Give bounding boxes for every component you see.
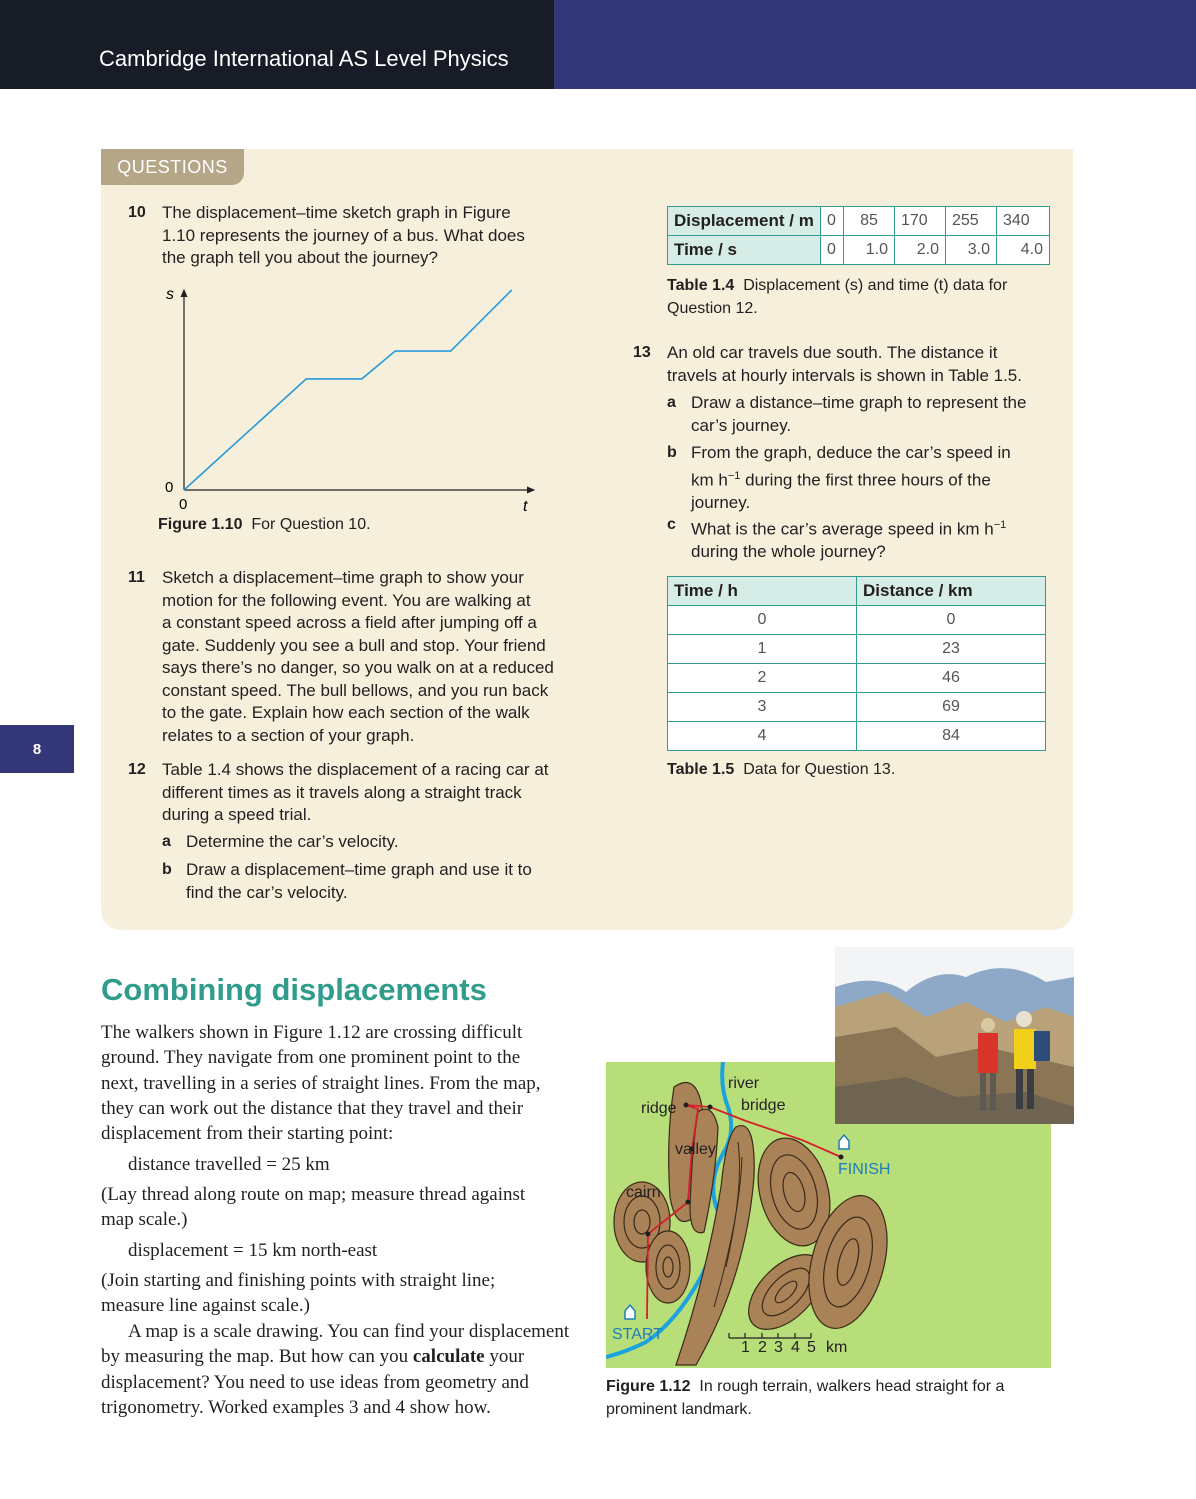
table-row: 1 23 [668,635,1046,664]
table-1-4-caption: Table 1.4 Displacement (s) and time (t) data for Question 12. [667,277,1008,317]
series-line [184,290,512,490]
question-11-text: Sketch a displacement–time graph to show your motion for the following event. You are walking at a constant speed across a field after jumping off a gate. Suddenly you see a bull and stop. Your friend says there’s no danger, so you walk on at a reduced constant speed. The bull bellows, and you run back to the gate. Explain how each section of the walk relates to a section of your graph. [162,568,554,745]
map-label-river: river [728,1075,760,1092]
page-number: 8 [0,725,74,773]
x-axis-label: t [523,498,528,515]
map-label-finish: FINISH [838,1161,891,1178]
scale-label: 2 [758,1339,767,1356]
questions-label: QUESTIONS [101,149,244,185]
map-label-valley: valley [675,1141,716,1158]
walkers-photo [835,947,1074,1124]
question-number: 10 [128,204,146,221]
table-row: 0 0 [668,606,1046,635]
table-row: Displacement / m 0 85 170 255 340 [668,207,1050,236]
table-row: 4 84 [668,722,1046,751]
paragraph-1: The walkers shown in Figure 1.12 are crossing difficult ground. They navigate from one prominent point to the next, travelling in a series of straight lines. From the map, they can work out the distance that they travel and their displacement from their starting point: [101,1022,541,1145]
part-label: b [667,444,677,461]
question-13c-text: What is the car’s average speed in km $h^{-1}$ during the whole journey? [691,519,1007,562]
map-label-cairn: cairn [626,1184,661,1201]
question-number: 13 [633,344,651,361]
table-1-5 [667,576,1046,751]
part-label: c [667,516,676,533]
table-1-5-caption: Table 1.5 Data for Question 13. [667,761,896,778]
x-origin-label: 0 [179,496,188,513]
question-10-text: The displacement–time sketch graph in Figure 1.10 represents the journey of a bus. What does the graph tell you about the journey? [162,203,525,267]
figure-1-10-caption: Figure 1.10 For Question 10. [158,516,371,533]
equation-distance: distance travelled = 25 km [128,1154,330,1175]
part-label: a [162,833,171,850]
y-axis-label: s [166,286,174,303]
scale-label: 3 [774,1339,783,1356]
table-row: 2 46 [668,664,1046,693]
paragraph-2: (Lay thread along route on map; measure thread against map scale.) [101,1184,526,1231]
figure-1-12-caption: Figure 1.12 In rough terrain, walkers head straight for a prominent landmark. [606,1378,1005,1418]
question-12-text: Table 1.4 shows the displacement of a racing car at different times as it travels along a straight track during a speed trial. [162,760,549,824]
question-13a-text: Draw a distance–time graph to represent the car’s journey. [691,393,1027,435]
part-label: a [667,394,676,411]
question-13b-text: From the graph, deduce the car’s speed in km $h^{-1}$ during the first three hours of the journey. [691,443,1011,512]
equation-displacement: displacement = 15 km north-east [128,1240,378,1261]
scale-label: 4 [791,1339,800,1356]
table-row: 3 69 [668,693,1046,722]
header-bar-blue [554,0,1196,89]
table-1-4 [667,206,1050,265]
scale-label: 1 [741,1339,750,1356]
map-label-ridge: ridge [641,1100,677,1117]
table-row: Time / h Distance / km [668,577,1046,606]
book-title: Cambridge International AS Level Physics [99,46,509,71]
y-origin-label: 0 [165,479,174,496]
scale-label: 5 [807,1339,816,1356]
scale-unit: km [826,1339,848,1356]
table-row: Time / s 0 1.0 2.0 3.0 4.0 [668,236,1050,265]
part-label: b [162,861,172,878]
question-12a-text: Determine the car’s velocity. [186,832,399,851]
map-label-bridge: bridge [741,1097,786,1114]
map-label-start: START [612,1326,663,1343]
displacement-time-chart [150,278,560,518]
question-number: 12 [128,761,146,778]
question-13-text: An old car travels due south. The distance it travels at hourly intervals is shown in Table 1.5. [667,343,1022,385]
question-12b-text: Draw a displacement–time graph and use it to find the car’s velocity. [186,860,532,902]
section-heading: Combining displacements [101,972,487,1007]
question-number: 11 [128,569,145,586]
paragraph-4: A map is a scale drawing. You can find your displacement by measuring the map. But how can you calculate your displacement? You need to use ideas from geometry and trigonometry. Worked examples 3 and 4 show how. [101,1321,570,1418]
paragraph-3: (Join starting and finishing points with straight line; measure line against scale.) [101,1270,496,1317]
